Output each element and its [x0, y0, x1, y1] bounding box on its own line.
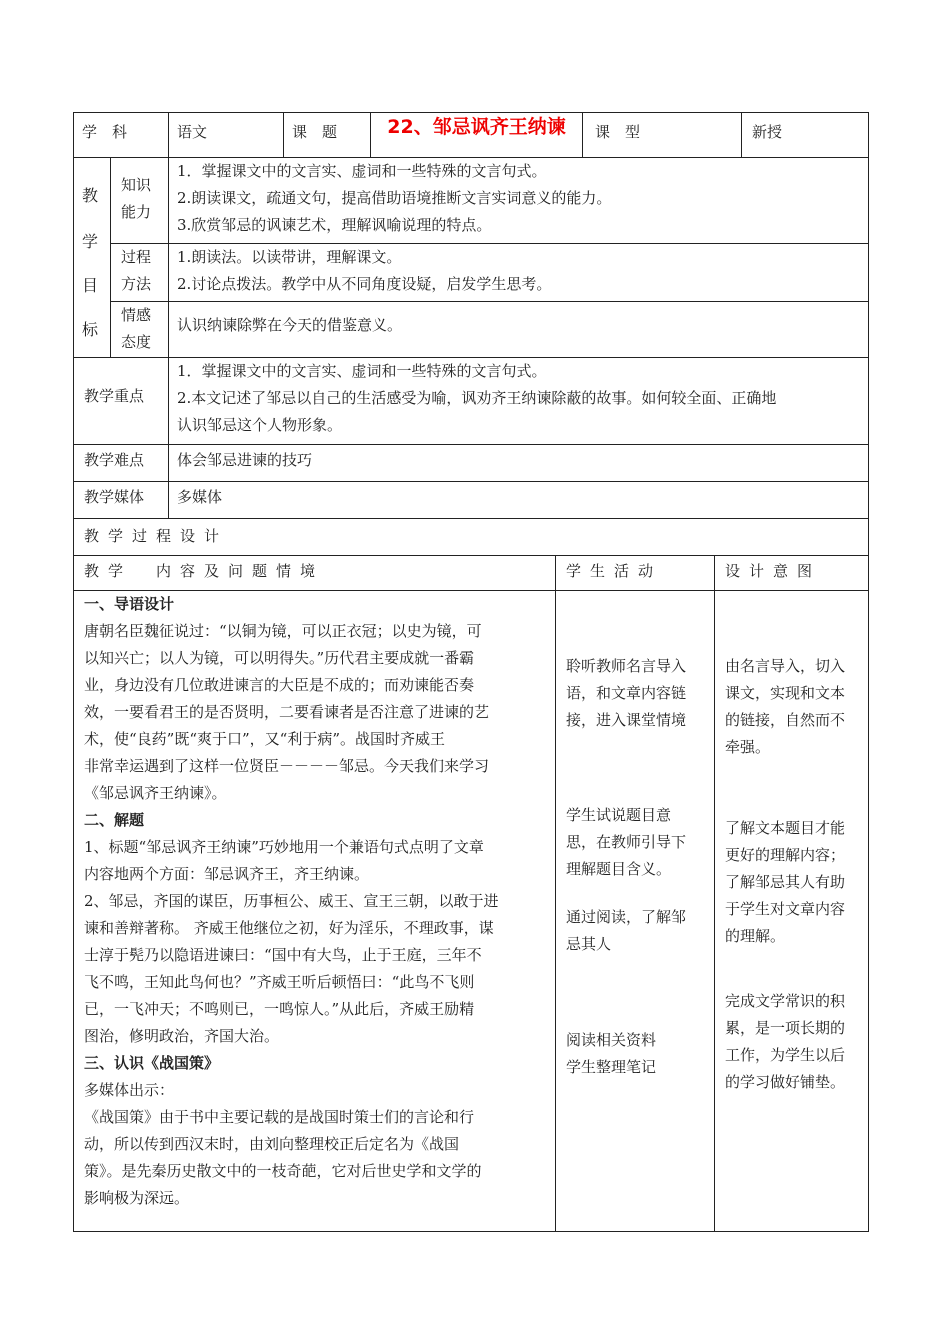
s3-line-1: 多媒体出示： [84, 1081, 175, 1099]
student-a2-line-3: 理解题目含义。 [566, 860, 672, 878]
emotion-label-2: 态度 [121, 333, 152, 351]
student-a1-line-3: 接，进入课堂情境 [566, 711, 687, 729]
subject-value: 语文 [177, 123, 208, 141]
intent-b2-line-1: 了解文本题目才能 [725, 819, 846, 837]
intent-b2-line-4: 于学生对文章内容 [725, 900, 846, 918]
process-label-cell [110, 243, 169, 302]
student-a2-line-2: 思，在教师引导下 [566, 833, 687, 851]
s2-line-1: 1、标题“邹忌讽齐王纳谏”巧妙地用一个兼语句式点明了文章 [84, 838, 484, 856]
s1-line-4: 效，一要看君王的是否贤明，二要看谏者是否注意了进谏的艺 [84, 703, 490, 721]
difficulty-label-cell [73, 444, 169, 482]
student-a2-line-1: 学生试说题目意 [566, 806, 672, 824]
s3-line-3: 动，所以传到西汉末时，由刘向整理校正后定名为《战国 [84, 1135, 460, 1153]
student-a1-line-2: 语，和文章内容链 [566, 684, 687, 702]
knowledge-label-cell [110, 157, 169, 244]
media-label: 教学媒体 [84, 488, 145, 506]
process-label-2: 方法 [121, 275, 152, 293]
difficulty-label: 教学难点 [84, 451, 145, 469]
intent-block-3 [725, 988, 845, 1096]
difficulty-content-cell [168, 444, 869, 482]
process-design-cell [73, 518, 869, 556]
student-a1-line-1: 聆听教师名言导入 [566, 657, 687, 675]
student-a4-line-2: 学生整理笔记 [566, 1058, 657, 1076]
s1-line-7: 《邹忌讽齐王纳谏》。 [84, 784, 227, 802]
intent-header-cell [714, 555, 869, 591]
s2-line-7: 已，一飞冲天；不鸣则已，一鸣惊人。”从此后，齐威王励精 [84, 1000, 475, 1018]
type-label-cell [582, 112, 742, 158]
student-activity-1 [566, 653, 686, 734]
intent-b2-line-2: 更好的理解内容； [725, 846, 846, 864]
objectives-char-1: 教 [82, 186, 99, 205]
s2-line-8: 图治，修明政治，齐国大治。 [84, 1027, 280, 1045]
student-header: 学生活动 [566, 562, 663, 580]
knowledge-item-3: 3.欣赏邹忌的讽谏艺术，理解讽喻说理的特点。 [177, 216, 492, 234]
key-point-line-3: 认识邹忌这个人物形象。 [177, 416, 343, 434]
media-value: 多媒体 [177, 488, 223, 506]
subject-label-cell [73, 112, 169, 158]
student-a3-line-2: 忌其人 [566, 935, 612, 953]
intent-b1-line-3: 的链接，自然而不 [725, 711, 846, 729]
content-header: 教学 内容及问题情境 [84, 562, 325, 580]
s2-line-6: 飞不鸣，王知此鸟何也？”齐威王听后顿悟曰：“此鸟不飞则 [84, 973, 475, 991]
knowledge-label-2: 能力 [121, 203, 152, 221]
knowledge-label-1: 知识 [121, 176, 152, 194]
process-content-cell [168, 243, 869, 302]
s3-line-5: 影响极为深远。 [84, 1189, 190, 1207]
student-activity-2 [566, 802, 686, 883]
student-activity-3 [566, 904, 686, 958]
intent-b3-line-2: 累，是一项长期的 [725, 1019, 846, 1037]
key-point-line-1: 1．掌握课文中的文言实、虚词和一些特殊的文言句式。 [177, 362, 547, 380]
s1-line-5: 术，使“良药”既“爽于口”，又“利于病”。战国时齐威王 [84, 730, 446, 748]
intent-b2-line-5: 的理解。 [725, 927, 786, 945]
section-2-heading: 二、解题 [84, 811, 145, 829]
intent-b3-line-4: 的学习做好铺垫。 [725, 1073, 846, 1091]
s3-line-2: 《战国策》由于书中主要记载的是战国时策士们的言论和行 [84, 1108, 475, 1126]
key-points-content-cell [168, 357, 869, 445]
subject-label: 学 科 [82, 123, 128, 141]
subject-value-cell [168, 112, 284, 158]
content-header-cell [73, 555, 556, 591]
intent-header: 设计意图 [725, 562, 822, 580]
topic-label: 课 题 [292, 123, 338, 141]
key-points-label: 教学重点 [84, 387, 145, 405]
emotion-item-1: 认识纳谏除弊在今天的借鉴意义。 [177, 316, 403, 334]
emotion-content-cell [168, 301, 869, 358]
student-a3-line-1: 通过阅读，了解邹 [566, 908, 687, 926]
student-a4-line-1: 阅读相关资料 [566, 1031, 657, 1049]
objectives-char-3: 目 [82, 276, 99, 295]
s3-line-4: 策》。是先秦历史散文中的一枝奇葩，它对后世史学和文学的 [84, 1162, 482, 1180]
student-activity-4 [566, 1027, 656, 1081]
intent-b2-line-3: 了解邹忌其人有助 [725, 873, 846, 891]
difficulty-value: 体会邹忌进谏的技巧 [177, 451, 313, 469]
section-3-heading: 三、认识《战国策》 [84, 1054, 220, 1072]
key-points-label-cell [73, 357, 169, 445]
type-label: 课 型 [595, 123, 641, 141]
student-body-cell [555, 590, 715, 1232]
topic-label-cell [283, 112, 371, 158]
intent-block-1 [725, 653, 845, 761]
lesson-title: 22、邹忌讽齐王纳谏 [387, 116, 566, 138]
knowledge-content-cell [168, 157, 869, 244]
s2-line-4: 谏和善辩著称。 齐威王他继位之初，好为淫乐，不理政事，谋 [84, 919, 494, 937]
section-1-heading: 一、导语设计 [84, 595, 175, 613]
emotion-label-cell [110, 301, 169, 358]
intent-b1-line-2: 课文，实现和文本 [725, 684, 846, 702]
intent-b1-line-1: 由名言导入，切入 [725, 657, 846, 675]
intent-b3-line-1: 完成文学常识的积 [725, 992, 846, 1010]
objectives-char-4: 标 [82, 320, 99, 339]
s2-line-2: 内容地两个方面：邹忌讽齐王，齐王纳谏。 [84, 865, 370, 883]
s1-line-3: 业，身边没有几位敢进谏言的大臣是不成的；而劝谏能否奏 [84, 676, 475, 694]
content-body-cell [73, 590, 556, 1232]
intent-block-2 [725, 815, 845, 950]
process-item-2: 2.讨论点拨法。教学中从不同角度设疑，启发学生思考。 [177, 275, 552, 293]
intent-body-cell [714, 590, 869, 1232]
intent-b3-line-3: 工作，为学生以后 [725, 1046, 846, 1064]
type-value-cell [741, 112, 869, 158]
media-label-cell [73, 481, 169, 519]
student-header-cell [555, 555, 715, 591]
objectives-char-2: 学 [82, 232, 99, 251]
s1-line-6: 非常幸运遇到了这样一位贤臣－－－－邹忌。今天我们来学习 [84, 757, 490, 775]
process-item-1: 1.朗读法。以读带讲，理解课文。 [177, 248, 402, 266]
s2-line-3: 2、邹忌，齐国的谋臣，历事桓公、威王、宣王三朝，以敢于进 [84, 892, 499, 910]
type-value: 新授 [752, 123, 783, 141]
topic-value-cell [370, 112, 583, 158]
knowledge-item-1: 1．掌握课文中的文言实、虚词和一些特殊的文言句式。 [177, 162, 547, 180]
s1-line-2: 以知兴亡；以人为镜，可以明得失。”历代君主要成就一番霸 [84, 649, 475, 667]
s2-line-5: 士淳于髡乃以隐语进谏曰：“国中有大鸟，止于王庭，三年不 [84, 946, 482, 964]
process-design-label: 教学过程设计 [84, 527, 229, 545]
intent-b1-line-4: 牵强。 [725, 738, 771, 756]
key-point-line-2: 2.本文记述了邹忌以自己的生活感受为喻，讽劝齐王纳谏除蔽的故事。如何较全面、正确地 [177, 389, 777, 407]
process-label-1: 过程 [121, 248, 152, 266]
knowledge-item-2: 2.朗读课文，疏通文句，提高借助语境推断文言实词意义的能力。 [177, 189, 612, 207]
media-content-cell [168, 481, 869, 519]
s1-line-1: 唐朝名臣魏征说过：“以铜为镜，可以正衣冠；以史为镜，可 [84, 622, 482, 640]
emotion-label-1: 情感 [121, 306, 152, 324]
